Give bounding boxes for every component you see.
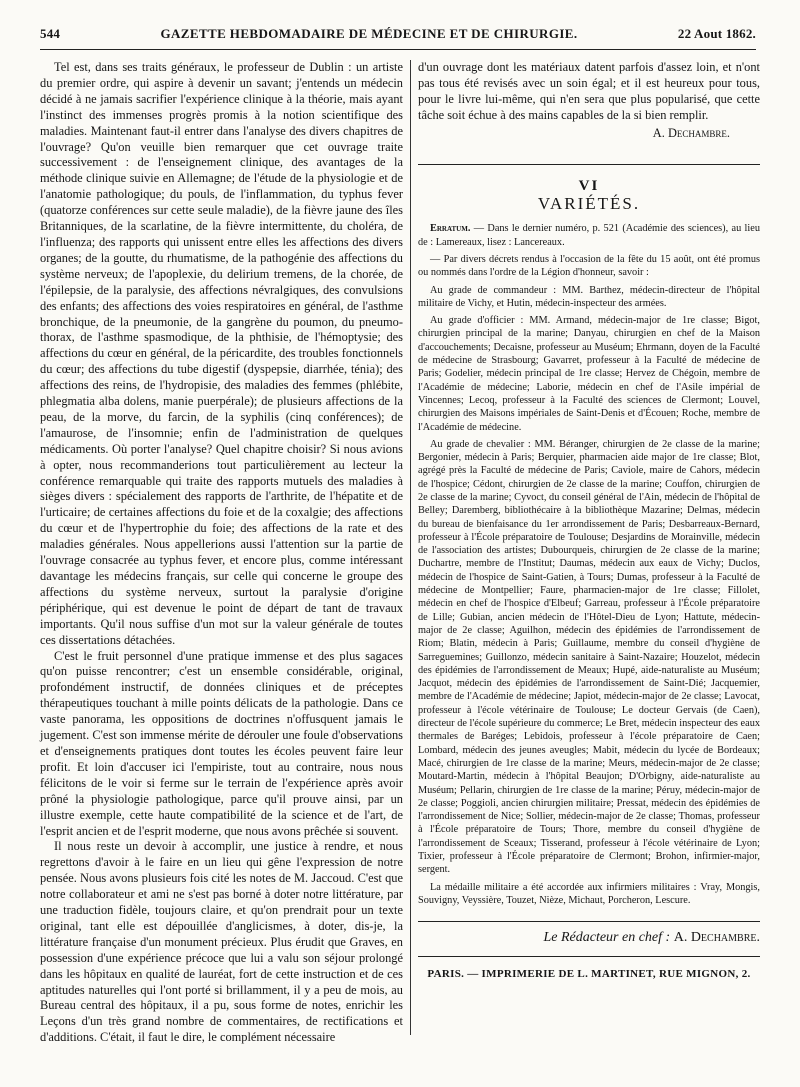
publication-title: GAZETTE HEBDOMADAIRE DE MÉDECINE ET DE CHIRURGIE.	[160, 26, 578, 41]
varietes-content	[418, 222, 760, 907]
printer-imprint: PARIS. — IMPRIMERIE DE L. MARTINET, RUE MIGNON, 2.	[427, 968, 751, 981]
imprint-rule	[418, 956, 760, 957]
officier-paragraph: Au grade d'officier : MM. Armand, médecin-major de 1re classe; Bigot, chirurgien principal de la marine; Danyau, chirurgien en chef de la Maison d'accouchements; Decaisne, professeur au Muséum; Ehrmann, doyen de la Faculté de médecine de Strasbourg; Gavarret, professeur à la Faculté de médecine de Paris; Godelier, médecin principal de 1re classe; Hervez de Chégoin, membre de l'Académie de médecine; Laborie, médecin en chef de l'Asile impérial de Vincennes; Lecoq, professeur à la Faculté des sciences de Clermont; Louvel, chirurgien des Maisons impériales de Saint-Denis et d'Écouen; Roche, membre de l'Académie de médecine.	[418, 315, 760, 433]
column-divider	[410, 60, 411, 1035]
review-paragraph-2: C'est le fruit personnel d'une pratique immense et des plus sagaces qu'on puisse rencontrer; c'est un ensemble considérable, original, profondément instructif, de données cliniques et de préceptes thérapeutiques touchant à mille points délicats de la pathologie. Dans ce vaste panorama, les oppositions de doctrines n'offusquent jamais le jugement. C'est son immense mérite de dérouler une foule d'observations et d'enseignements pratiques dont toutes les écoles peuvent faire leur profit. Et loin d'accuser ici l'empiriste, tout au contraire, nous nous félicitons de le voir si ferme sur le terrain de l'expérience après avoir prôné la physiologie pathologique, parce qu'il prouve ainsi, par un illustre exemple, cette haute compatibilité de la science et de l'art, de l'esprit ancien et de l'esprit moderne, que nous avons prêchée si souvent.	[40, 648, 403, 838]
review-continuation: d'un ouvrage dont les matériaux datent parfois d'assez loin, et n'ont pas tous été revisés avec un soin égal; et il est heureux pour tous, pour le livre lui-même, qui n'en sera que plus popularisé, que cette tâche soit échue à des mains capables de la si bien remplir.	[418, 60, 760, 122]
section-rule	[418, 164, 760, 165]
editor-label: Le Rédacteur en chef :	[543, 930, 671, 946]
left-column	[40, 60, 403, 1046]
decrees-paragraph: — Par divers décrets rendus à l'occasion de la fête du 15 août, ont été promus ou nommés dans l'ordre de la Légion d'honneur, savoir :	[418, 253, 760, 279]
erratum-text: — Dans le dernier numéro, p. 521 (Académie des sciences), au lieu de : Lamereaux, lisez : Lancereaux.	[418, 223, 761, 248]
commandeur-paragraph: Au grade de commandeur : MM. Barthez, médecin-directeur de l'hôpital militaire de Vichy, et Hutin, médecin-inspecteur des armées.	[418, 284, 760, 309]
editor-name: A. Dechambre.	[673, 930, 760, 946]
footer-rule	[418, 921, 760, 922]
erratum-label: Erratum.	[430, 223, 471, 235]
page-number: 544	[40, 26, 61, 41]
issue-date: 22 Aout 1862.	[677, 26, 756, 41]
review-paragraph-1: Tel est, dans ses traits généraux, le professeur de Dublin : un artiste du premier ordre, qui aspire à devenir un savant; j'entends un médecin décidé à ne jamais sacrifier l'expérience clinique à la théorie, mais ayant l'instinct des immenses progrès promis à la notion scientifique des maladies. Maintenant faut-il entrer dans l'analyse des divers chapitres de l'ouvrage? Qu'on veuille bien remarquer que cet ouvrage traite successivement : de l'enseignement clinique, des avantages de la méthode clinique suivie en Allemagne; de l'étude de la physiologie et de l'anatomie pathologique; du pouls, de l'inflammation, du typhus fever (quatorze conférences sur cette seule maladie), de la fièvre jaune des îles Britanniques, de la scarlatine, de la fièvre intermittente, du choléra, de l'influenza; des rapports qui unissent entre elles les affections des divers organes; de la goutte, du rhumatisme, de la pathogénie des affections du système nerveux; de l'apoplexie, du delirium tremens, de la chorée, de l'épilepsie, de la paralysie, des affections névralgiques, des convulsions des enfants; des affections des voies respiratoires en général, de l'asthme bronchique, de la pneumonie, de la gangrène du poumon, du pneumo-thorax, de l'asthme spasmodique, de la phthisie, de l'hémoptysie; des affections du cœur en général, de la péricardite, des troubles fonctionnels du cœur; des affections du tube digestif (dyspepsie, diarrhée, ténia); des affections des reins, de l'hydropisie, des maladies des femmes (phlébite, phlegmatia alba dolens, manie puerpérale); de plusieurs affections de la peau, de la morve, du farcin, de la syphilis (cinq conférences); de l'amaurose, de l'insomnie; enfin de l'administration de quelques médicaments. Où porter l'analyse? Quel chapitre choisir? Si nous avions à opter, nous recommanderions tout particulièrement au lecteur la conférence remarquable qui traite des rapports mutuels des maladies à sièges divers : spécialement des rapports de l'arthrite, de l'hépatite et de l'urticaire; de certaines affections du foie et de la coxalgie; des affections du cœur et de l'hypertrophie du foie; des affections de la rate et des maladies générales. Nous appellerions aussi l'attention sur la partie de l'ouvrage consacrée au typhus fever, et encore plus, comme intéressant davantage les médecins français, sur celle qui concerne le groupe des affections du système nerveux, surtout la paralysie d'origine périphérique, qui est devenue le point de départ de tant de travaux importants. Qu'il nous suffise d'un mot sur la valeur générale de toutes ces dissertations détachées.	[40, 60, 403, 647]
section-number: VI	[578, 177, 600, 194]
header-rule	[40, 49, 756, 50]
editor-line	[418, 930, 760, 946]
chevalier-paragraph: Au grade de chevalier : MM. Béranger, chirurgien de 2e classe de la marine; Bergonier, médecin à Paris; Berquier, pharmacien aide major de 1re classe; Blot, agrégé près la Faculté de médecine de Paris; Caviole, maire de Cahors, médecin de l'hospice; Cédont, chirurgien de 2e classe de la marine; Couffon, chirurgien de 2e classe de la marine; Cyvoct, du conseil général de l'Ain, médecin de l'hôpital de Belley; Daremberg, bibliothécaire à la bibliothèque Mazarine; Delmas, médecin du bureau de bienfaisance du 1er arrondissement de Paris; Desbarreaux-Bernard, professeur à l'École préparatoire de Toulouse; Desjardins de Morainville, médecin de l'association des artistes; Dubourqueis, chirurgien de 2e classe de la marine; Duchartre, membre de l'Institut; Daumas, médecin aux eaux de Vichy; Duclos, médecin de l'hospice de Saint-Gatien, à Tours; Dumas, professeur à la Faculté de médecine de Montpellier; Faure, pharmacien-major de 1re classe; Fillolet, médecin en chef de l'hospice d'Elbeuf; Garreau, professeur à l'École préparatoire de Lille; Gubian, ancien médecin de l'Hôtel-Dieu de Lyon; Hattute, médecin-major de 2e classe; Aguilhon, médecin des épidémies de l'arrondissement de Riom; Blatin, médecin à Paris; Guillaume, membre du conseil d'hygiène de Sarreguemines; Guillonzo, médecin sanitaire à Saint-Nazaire; Houzelot, médecin des épidémies de l'arrondissement de Meaux; Hupé, aide-naturaliste au Muséum; Jacquot, médecin des épidémies de l'arrondissement de Saint-Dié; Jacquemier, membre de l'Académie de médecine; Japiot, médecin-major de 2e classe; Lavocat, professeur à l'école vétérinaire de Toulouse; Le docteur Gervais (de Caen), directeur de l'école supérieure du commerce; Le Bret, médecin inspecteur des eaux thermales de Baréges; Lebidois, professeur à l'école préparatoire de Caen; Lombard, médecin des jeunes aveugles; Mabit, médecin du lycée de Bordeaux; Macé, chirurgien de 1re classe de la marine; Meurs, médecin-major de 2e classe; Moutard-Martin, médecin à l'hôpital Beaujon; D'Orbigny, aide-naturaliste au Muséum; Pellarin, chirurgien de 1re classe de la marine; Péruy, médecin-major de 2e classe; Poggioli, ancien chirurgien militaire; Pressat, médecin des épidémies de l'arrondissement de Nice; Sollier, médecin-major de 2e classe; Thomas, professeur à l'École préparatoire de Tours; Thore, membre du conseil d'hygiène de l'arrondissement de Sceaux; Tisserand, professeur à l'école vétérinaire de Lyon; Tixier, professeur à l'École préparatoire de Clermont; Brohon, infirmier-major, sergent.	[418, 438, 760, 876]
medaille-paragraph: La médaille militaire a été accordée aux infirmiers militaires : Vray, Mongis, Souvigny, Veyssière, Touzet, Nièze, Michaut, Porcheron, Lescure.	[418, 881, 760, 906]
running-head	[40, 26, 756, 46]
erratum-paragraph	[418, 222, 760, 249]
section-title: VARIÉTÉS.	[537, 194, 641, 214]
review-signature: A. Dechambre.	[652, 125, 730, 140]
review-paragraph-3: Il nous reste un devoir à accomplir, une justice à rendre, et nous regrettons d'avoir à le faire en un lieu qui gêne l'expression de notre pensée. Nous avons plusieurs fois cité les notes de M. Jaccoud. C'est que notre collaborateur et ami ne s'est pas borné à doter notre littérature, par une traduction fidèle, toujours claire, et qu'on prendrait pour un texte original, tant elle est dépouillée d'anglicismes, à doter, dis-je, la littérature française d'un monument précieux. Plus érudit que Graves, en possession d'une expérience précoce que lui a valu son séjour prolongé dans les hôpitaux en qualité de lauréat, fort de cette instruction et de ces aptitudes naturelles qui l'ont porté si brillamment, il y a peu de mois, au Bureau central des hôpitaux, il a pu, sous forme de notes, enrichir les Leçons d'un très grand nombre de commentaires, de rectifications et d'additions. C'était, il faut le dire, le complément nécessaire	[40, 839, 403, 1045]
right-column	[418, 60, 760, 983]
